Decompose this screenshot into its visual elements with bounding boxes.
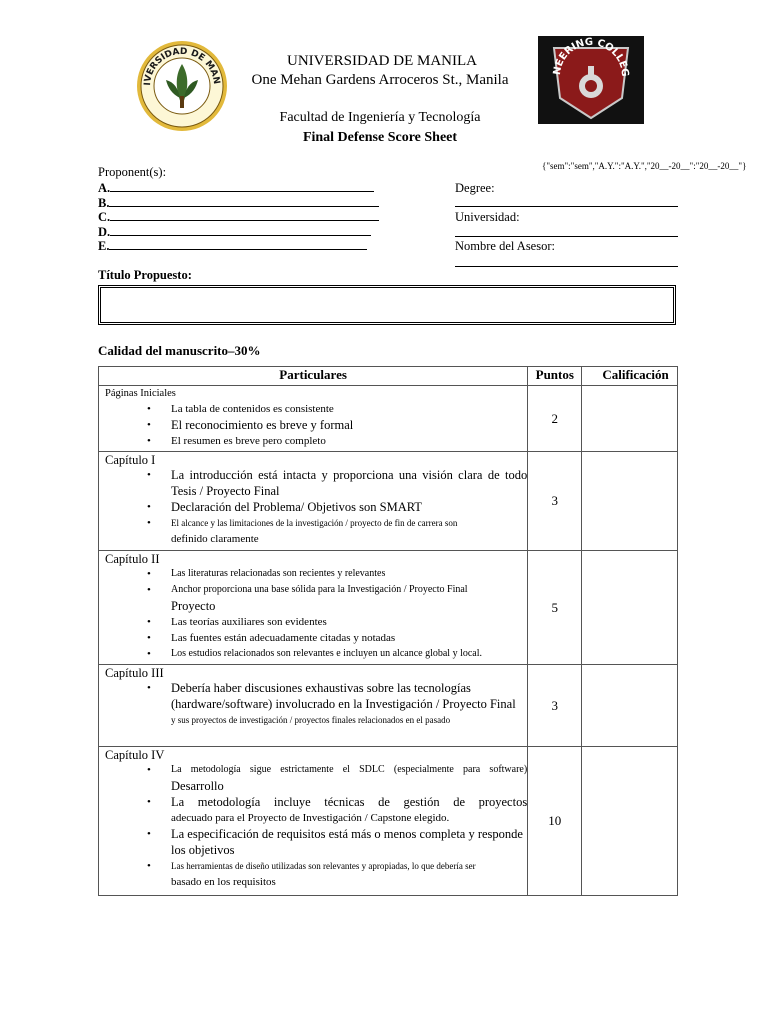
list-item: • La especificación de requisitos está más o menos completa y responde bbox=[147, 826, 527, 842]
proponents-label: Proponent(s): bbox=[98, 165, 167, 179]
chapter-label: Capítulo I bbox=[105, 453, 156, 467]
proponent-e-field[interactable] bbox=[98, 238, 367, 254]
list-item: • La tabla de contenidos es consistente bbox=[147, 401, 527, 417]
table-row bbox=[99, 452, 678, 551]
list-item: • Anchor proporciona una base sólida para la Investigación / Proyecto Final bbox=[147, 582, 527, 598]
list-item: • Debería haber discusiones exhaustivas sobre las tecnologías bbox=[147, 680, 527, 696]
table-row bbox=[99, 665, 678, 747]
university-label: Universidad: bbox=[455, 210, 520, 224]
grade-cell[interactable] bbox=[582, 665, 678, 747]
list-item: • Las fuentes están adecuadamente citadas y notadas bbox=[147, 630, 527, 646]
list-item-continuation: Tesis / Proyecto Final bbox=[171, 484, 280, 498]
points-cell: 3 bbox=[528, 452, 582, 551]
grade-cell[interactable] bbox=[582, 551, 678, 665]
proponent-letter: D. bbox=[98, 225, 111, 239]
particulars-cell bbox=[99, 747, 528, 896]
chapter-label: Capítulo IV bbox=[105, 748, 165, 762]
table-header-row bbox=[99, 367, 678, 386]
degree-field[interactable] bbox=[455, 206, 678, 207]
list-item-continuation: Desarrollo bbox=[171, 779, 224, 793]
list-item: • La introducción está intacta y proporciona una visión clara de todo bbox=[147, 467, 527, 483]
degree-label: Degree: bbox=[455, 181, 495, 195]
proposed-title-label: Título Propuesto: bbox=[98, 268, 192, 282]
points-cell: 2 bbox=[528, 386, 582, 452]
table-row bbox=[99, 747, 678, 896]
proponent-letter: E. bbox=[98, 239, 110, 253]
adviser-label: Nombre del Asesor: bbox=[455, 239, 555, 253]
chapter-label: Capítulo III bbox=[105, 666, 164, 680]
list-item: • Las teorías auxiliares son evidentes bbox=[147, 614, 527, 630]
particulars-cell bbox=[99, 665, 528, 747]
section-title: Calidad del manuscrito–30% bbox=[98, 343, 261, 358]
faculty-name: Facultad de Ingeniería y Tecnología bbox=[279, 110, 481, 125]
list-item: • El reconocimiento es breve y formal bbox=[147, 417, 527, 433]
score-table bbox=[98, 366, 678, 896]
engineering-arc-text: NEERING COLLEG bbox=[551, 36, 631, 78]
university-address: One Mehan Gardens Arroceros St., Manila bbox=[251, 72, 509, 88]
list-item: • Las herramientas de diseño utilizadas son relevantes y apropiadas, lo que debería ser bbox=[147, 858, 527, 874]
table-row bbox=[99, 386, 678, 452]
proponent-a-field[interactable] bbox=[98, 180, 374, 196]
list-item-continuation: basado en los requisitos bbox=[171, 876, 276, 888]
chapter-label: Capítulo II bbox=[105, 552, 160, 566]
university-name: UNIVERSIDAD DE MANILA bbox=[287, 53, 477, 69]
proposed-title-box[interactable] bbox=[98, 285, 676, 325]
seal-text: IVERSIDAD DE MAN bbox=[142, 46, 222, 86]
particulars-cell bbox=[99, 551, 528, 665]
proponent-c-field[interactable] bbox=[98, 209, 379, 225]
grade-cell[interactable] bbox=[582, 386, 678, 452]
points-cell: 3 bbox=[528, 665, 582, 747]
list-item-continuation: adecuado para el Proyecto de Investigación / Capstone elegido. bbox=[171, 812, 450, 824]
points-cell: 10 bbox=[528, 747, 582, 896]
grade-cell[interactable] bbox=[582, 452, 678, 551]
grade-cell[interactable] bbox=[582, 747, 678, 896]
university-field[interactable] bbox=[455, 236, 678, 237]
proponent-letter: A. bbox=[98, 181, 111, 195]
chapter-label: Páginas Iniciales bbox=[105, 388, 176, 399]
list-item-continuation: Proyecto bbox=[171, 599, 216, 613]
sheet-title: Final Defense Score Sheet bbox=[302, 130, 458, 145]
list-item: • El resumen es breve pero completo bbox=[147, 433, 527, 449]
list-item: • Los estudios relacionados son relevantes e incluyen un alcance global y local. bbox=[147, 646, 527, 662]
proponent-letter: C. bbox=[98, 210, 111, 224]
list-item-continuation: los objetivos bbox=[171, 843, 235, 857]
header-points: Puntos bbox=[528, 367, 582, 386]
list-item: • Declaración del Problema/ Objetivos son SMART bbox=[147, 499, 527, 515]
list-item: • La metodología incluye técnicas de gestión de proyectos bbox=[147, 794, 527, 810]
list-item-continuation: (hardware/software) involucrado en la Investigación / Proyecto Final bbox=[171, 697, 516, 711]
proponent-letter: B. bbox=[98, 196, 110, 210]
list-item: • El alcance y las limitaciones de la investigación / proyecto de fin de carrera son bbox=[147, 515, 527, 531]
list-item: • La metodología sigue estrictamente el SDLC (especialmente para software) bbox=[147, 762, 527, 778]
particulars-cell bbox=[99, 452, 528, 551]
adviser-field[interactable] bbox=[455, 266, 678, 267]
list-item-continuation: y sus proyectos de investigación / proyectos finales relacionados en el pasado bbox=[171, 715, 451, 725]
header-particulars: Particulares bbox=[99, 367, 528, 386]
points-cell: 5 bbox=[528, 551, 582, 665]
list-item: • Las literaturas relacionadas son recientes y relevantes bbox=[147, 566, 527, 582]
header-grade: Calificación bbox=[582, 367, 678, 386]
table-row bbox=[99, 551, 678, 665]
particulars-cell bbox=[99, 386, 528, 452]
list-item-continuation: definido claramente bbox=[171, 533, 259, 545]
template-tag: {"sem":"sem","A.Y.":"A.Y.","20__-20__":"20__-20__"} bbox=[542, 161, 747, 171]
